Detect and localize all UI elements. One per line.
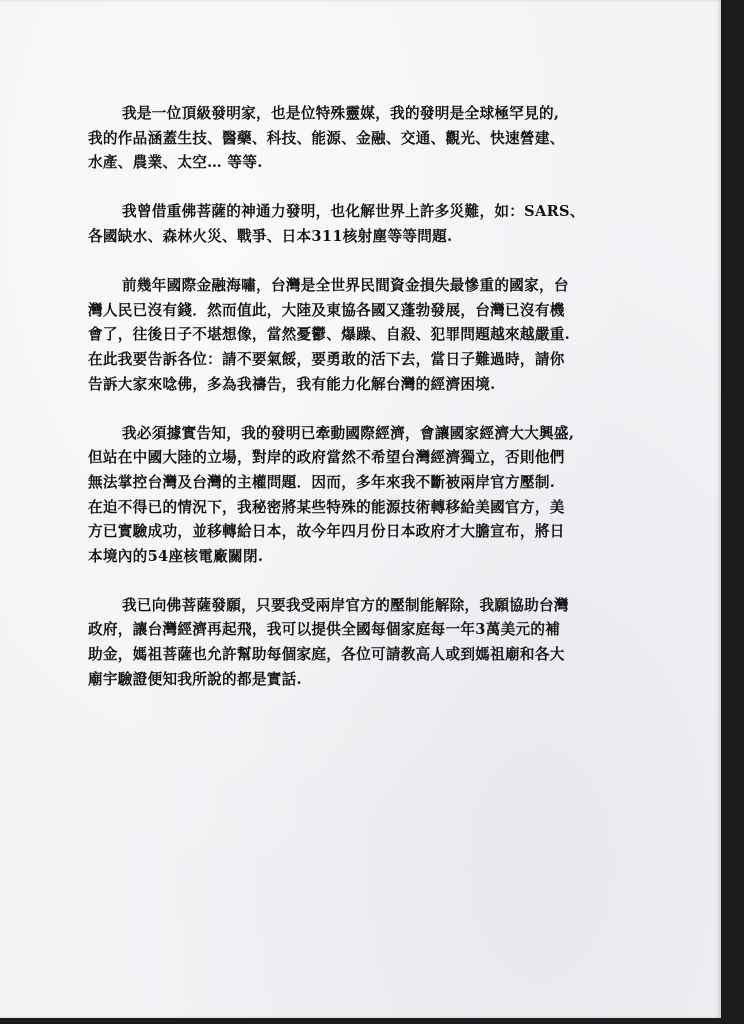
paragraph-1 <box>88 102 668 176</box>
text-line: 我曾借重佛菩薩的神通力發明，也化解世界上許多災難，如：SARS、 <box>122 203 585 221</box>
text-line: 無法掌控台灣及台灣的主權問題．因而，多年來我不斷被兩岸官方壓制. <box>88 473 556 491</box>
paragraph-4 <box>88 422 668 570</box>
paragraph-5 <box>88 594 668 692</box>
text-line: 我必須據實告知，我的發明已牽動國際經濟，會讓國家經濟大大興盛, <box>122 424 575 442</box>
text-line: 我的作品涵蓋生技、醫藥、科技、能源、金融、交通、觀光、快速營建、 <box>88 129 565 147</box>
text-line: 在迫不得已的情況下，我秘密將某些特殊的能源技術轉移給美國官方，美 <box>88 498 565 516</box>
text-line: 會了，往後日子不堪想像，當然憂鬱、爆躁、自殺、犯罪問題越來越嚴重. <box>88 326 570 344</box>
text-line: 告訴大家來唸佛，多為我禱告，我有能力化解台灣的經濟困境. <box>88 375 496 393</box>
text-line: 本境內的54座核電廠關閉. <box>88 547 264 565</box>
text-line: 廟宇驗證便知我所說的都是實話. <box>88 670 302 688</box>
text-line: 灣人民已沒有錢．然而值此，大陸及東協各國又蓬勃發展，台灣已沒有機 <box>88 301 565 319</box>
text-line: 水產、農業、太空… 等等. <box>88 154 263 172</box>
text-line: 助金，媽祖菩薩也允許幫助每個家庭，各位可請教高人或到媽祖廟和各大 <box>88 646 565 664</box>
text-line: 前幾年國際金融海嘯，台灣是全世界民間資金損失最慘重的國家，台 <box>122 277 569 295</box>
text-line: 方已實驗成功，並移轉給日本，故今年四月份日本政府才大膽宣布，將日 <box>88 523 565 541</box>
paragraph-2 <box>88 200 668 249</box>
text-line: 但站在中國大陸的立場，對岸的政府當然不希望台灣經濟獨立，否則他們 <box>88 449 565 467</box>
text-line: 各國缺水、森林火災、戰爭、日本311核射塵等等問題. <box>88 227 453 245</box>
text-line: 在此我要告訴各位：請不要氣餒，要勇敢的活下去，當日子難過時，請你 <box>88 350 565 368</box>
text-line: 我是一位頂級發明家，也是位特殊靈媒，我的發明是全球極罕見的, <box>122 105 560 122</box>
paragraph-3 <box>88 274 668 397</box>
text-line: 政府，讓台灣經濟再起飛，我可以提供全國每個家庭每一年3萬美元的補 <box>88 621 561 639</box>
letter-body <box>88 102 668 717</box>
text-line: 我已向佛菩薩發願，只要我受兩岸官方的壓制能解除，我願協助台灣 <box>122 596 569 614</box>
